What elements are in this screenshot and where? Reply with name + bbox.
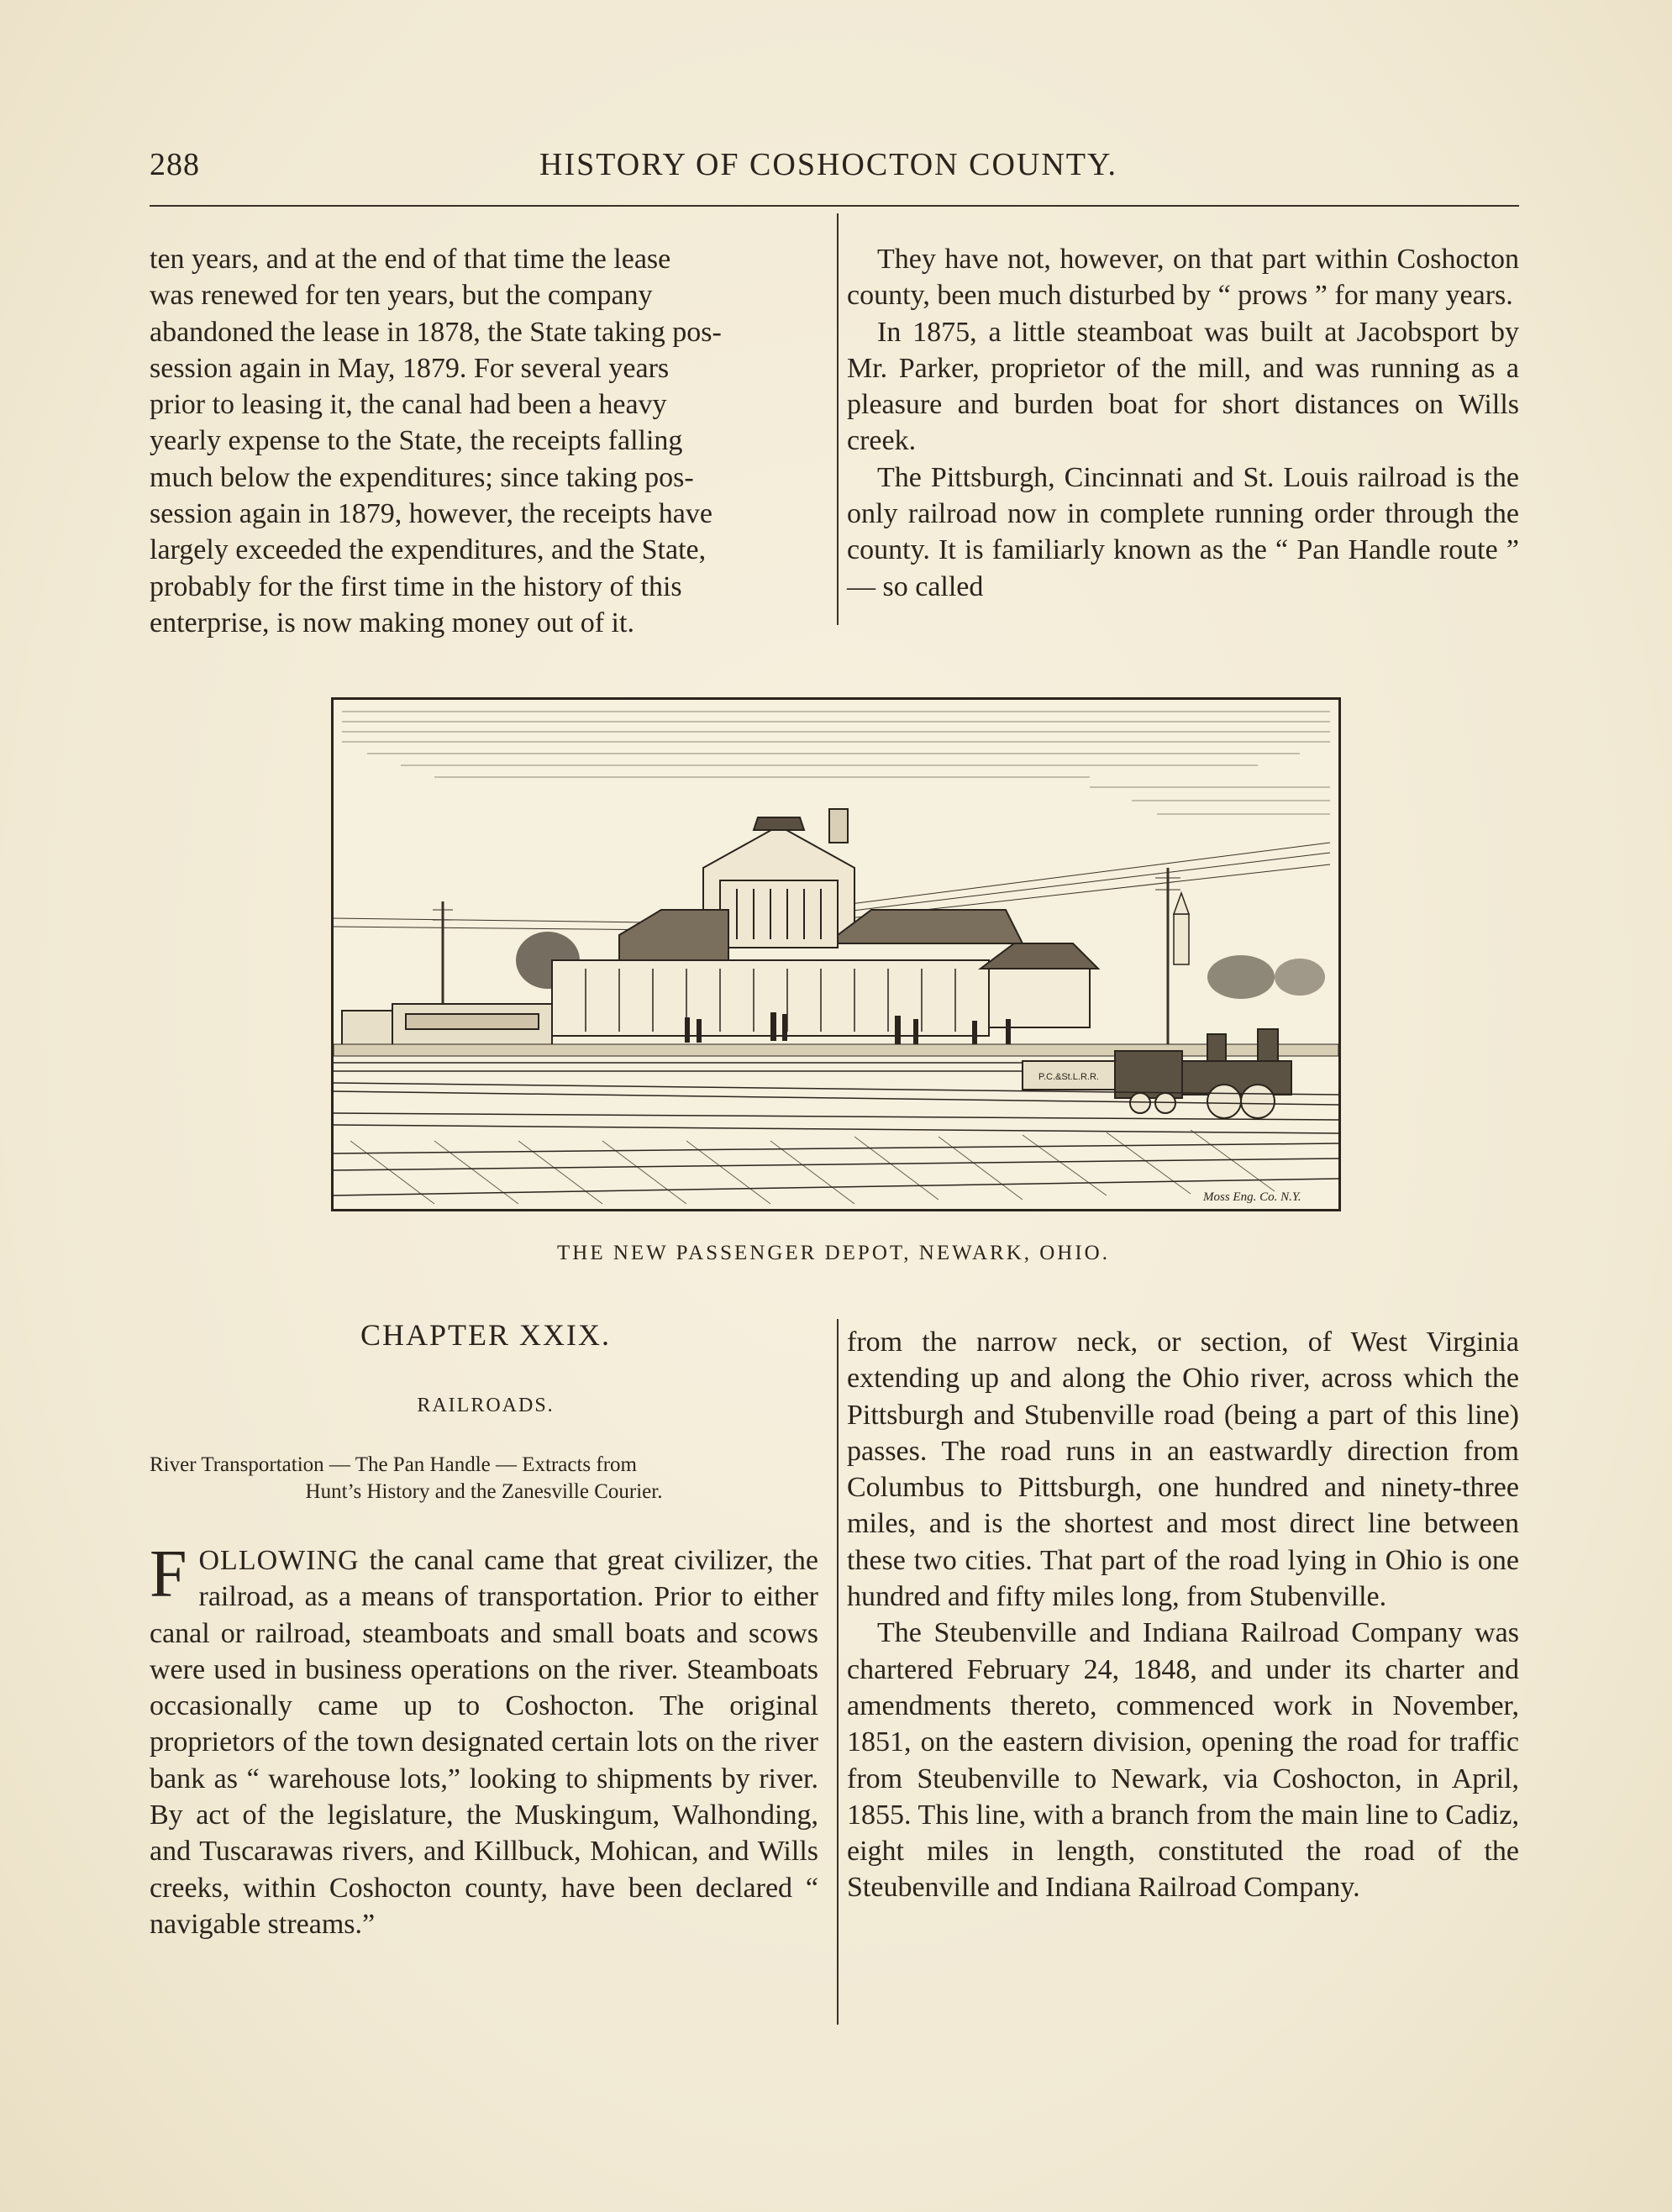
line: was renewed for ten years, but the company: [150, 280, 653, 312]
paragraph: The Steubenville and Indiana Railroad Company was chartered February 24, 1848, and under its charter and amendments thereto, commenced work in November, 1851, on the eastern division, opening the road for traffic from Steubenville to Newark, via Coshocton, in April, 1855. This line, with a branch from the main line to Cadiz, eight miles in length, constituted the road of the Steubenville and Indiana Railroad Company.: [847, 1617, 1519, 1904]
line: enterprise, is now making money out of it.: [150, 607, 634, 638]
top-left-column: [150, 241, 818, 641]
paragraph: In 1875, a little steamboat was built at Jacobsport by Mr. Parker, proprietor of the mill, and was running as a pleasure and burden boat for short distances on Wills creek.: [847, 316, 1519, 457]
opening-paragraph: [150, 1537, 818, 1942]
paragraph: They have not, however, on that part within Coshocton county, been much disturbed by “ prows ” for many years.: [847, 244, 1519, 312]
line: yearly expense to the State, the receipts falling: [150, 425, 683, 457]
line: largely exceeded the expenditures, and the State,: [150, 534, 707, 566]
drop-cap: F: [150, 1537, 187, 1611]
running-head: HISTORY OF COSHOCTON COUNTY.: [539, 147, 1118, 182]
header-rule: [150, 205, 1519, 207]
paragraph-text: the canal came that great civilizer, the railroad, as a means of transportation. Prior to either canal or railroad, steamboats and small boats and scows were used in business operations on the river. Steamboats occasionally came up to Coshocton. The original proprietors of the town designated certain lots on the river bank as “ warehouse lots,” looking to shipments by river. By act of the legislature, the Muskingum, Walhonding, and Tuscarawas rivers, and Killbuck, Mohican, and Wills creeks, within Coshocton county, have been declared “ navigable streams.”: [150, 1545, 818, 1940]
line: abandoned the lease in 1878, the State taking pos-: [150, 316, 722, 348]
paragraph: The Pittsburgh, Cincinnati and St. Louis railroad is the only railroad now in complete running order through the county. It is familiarly known as the “ Pan Handle route ” — so called: [847, 461, 1519, 602]
page-number: 288: [150, 147, 200, 182]
paragraph: from the narrow neck, or section, of West Virginia extending up and along the Ohio river, across which the Pittsburgh and Stubenville road (being a part of this line) passes. The road runs in an eastwardly direction from Columbus to Pittsburgh, one hundred and ninety-three miles, and is the shortest and most direct line between these two cities. That part of the road lying in Ohio is one hundred and fifty miles long, from Stubenville.: [847, 1327, 1519, 1613]
column-rule-top: [837, 213, 839, 625]
line: much below the expenditures; since taking pos-: [150, 461, 694, 493]
chapter-synopsis: [150, 1452, 818, 1505]
bottom-right-column: [847, 1324, 1519, 1906]
depot-engraving: [331, 697, 1341, 1211]
line: probably for the first time in the history of this: [150, 570, 682, 602]
column-rule-bottom: [837, 1319, 839, 2025]
line: ten years, and at the end of that time the lease: [150, 244, 671, 275]
chapter-title: CHAPTER XXIX.: [360, 1318, 611, 1352]
top-right-column: [847, 241, 1519, 605]
line: session again in 1879, however, the receipts have: [150, 498, 712, 530]
engraver-mark: Moss Eng. Co. N.Y.: [1203, 1190, 1301, 1204]
synopsis-line-2: Hunt’s History and the Zanesville Courier.: [305, 1480, 663, 1503]
first-word: OLLOWING: [198, 1545, 360, 1576]
synopsis-line-1: River Transportation — The Pan Handle — Extracts from: [150, 1453, 638, 1476]
car-sign: P.C.&St.L.R.R.: [1038, 1072, 1099, 1082]
bottom-left-column: [150, 1537, 818, 1942]
illustration-caption: THE NEW PASSENGER DEPOT, NEWARK, OHIO.: [557, 1242, 1110, 1264]
line: session again in May, 1879. For several years: [150, 352, 670, 384]
line: prior to leasing it, the canal had been a heavy: [150, 389, 667, 421]
engraving-drawing: [334, 700, 1338, 1209]
chapter-subtitle: RAILROADS.: [417, 1395, 555, 1416]
page-header: [150, 146, 1519, 188]
